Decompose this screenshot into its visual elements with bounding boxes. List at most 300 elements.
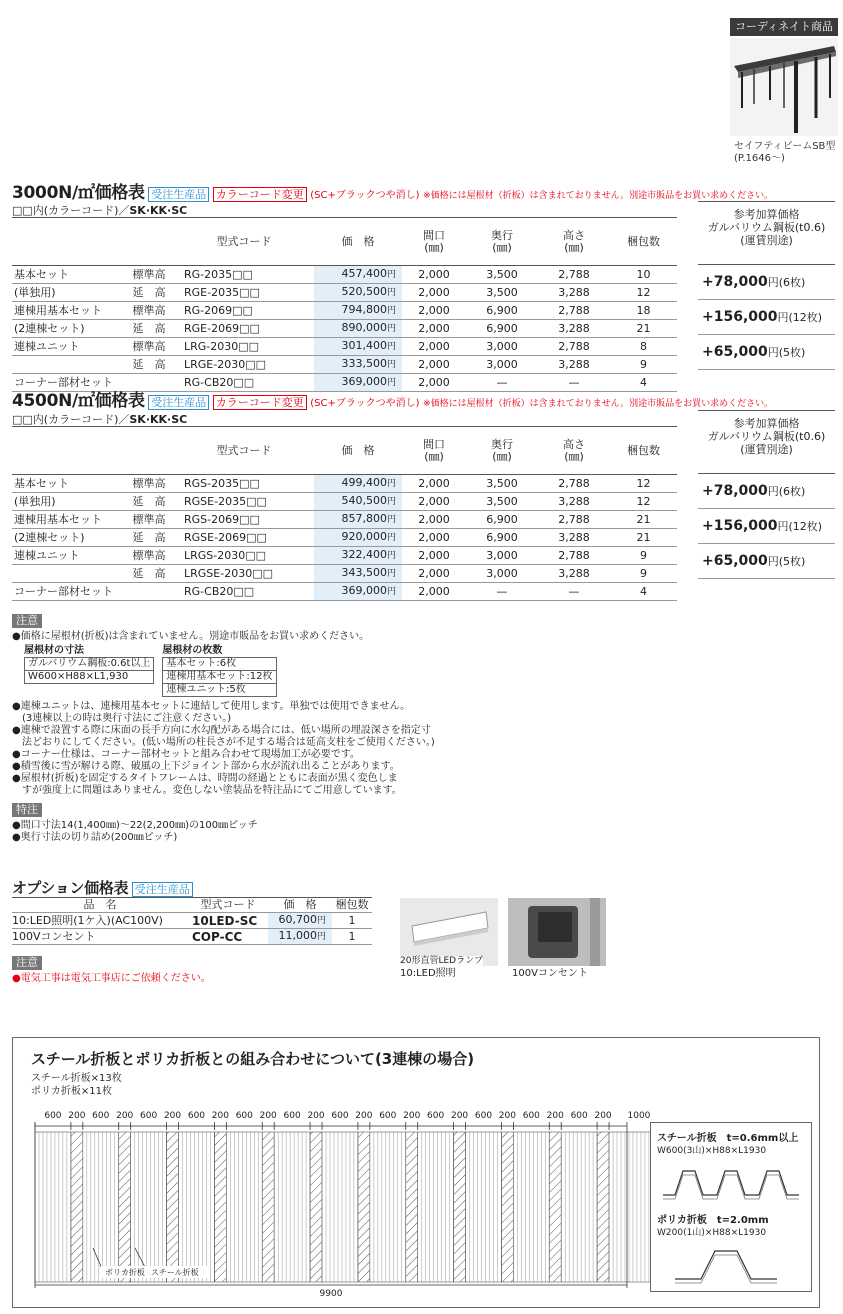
dimension-label: 200 <box>211 1111 229 1121</box>
poly-panel <box>501 1132 513 1282</box>
row-pack: 21 <box>610 320 677 338</box>
row-price <box>314 511 402 529</box>
dimension-label: 600 <box>331 1111 349 1121</box>
dimension-label: 600 <box>44 1111 62 1121</box>
row-height: 3,288 <box>538 356 610 374</box>
table-row <box>12 320 677 338</box>
t3000-col-width: 間口 (㎜) <box>402 218 466 266</box>
row-pack: 9 <box>610 356 677 374</box>
row-price <box>314 493 402 511</box>
price-value: 11,000 <box>278 929 317 942</box>
t4500-color-note: (SC+ブラックつや消し) <box>310 398 420 409</box>
t3000-side-title3: (運賃別途) <box>740 234 793 247</box>
t4500-col-pack: 梱包数 <box>610 427 677 475</box>
row-category: 連棟用基本セット <box>12 511 124 529</box>
poly-panel-label: ポリカ折板 <box>105 1268 145 1277</box>
row-height: 3,288 <box>538 529 610 547</box>
options-col-code: 型式コード <box>188 898 268 913</box>
t4500-header <box>12 386 773 411</box>
poly-spec-title: ポリカ折板 t=2.0mm <box>657 1215 769 1226</box>
steel-panel <box>226 1132 262 1282</box>
row-category: コーナー部材セット <box>12 583 174 601</box>
row-model-code: RG-2069□□ <box>174 302 314 320</box>
t4500-title: 4500N/㎡価格表 <box>12 391 145 411</box>
poly-panel <box>262 1132 274 1282</box>
table-row <box>12 475 677 493</box>
row-height: 2,788 <box>538 475 610 493</box>
yen-unit: 円 <box>386 288 396 298</box>
t3000-roof-note: ※価格には屋根材（折板）は含まれておりません。別途市販品をお買い求めください。 <box>423 191 774 201</box>
poly-panel <box>119 1132 131 1282</box>
row-height: — <box>538 583 610 601</box>
yen-unit: 円 <box>386 360 396 370</box>
led-light-image <box>400 898 498 966</box>
poly-panel <box>454 1132 466 1282</box>
row-depth: 6,900 <box>466 320 538 338</box>
row-grade: 延 高 <box>124 529 174 547</box>
row-grade: 標準高 <box>124 511 174 529</box>
row-depth: 3,500 <box>466 475 538 493</box>
t4500-subtitle-codes: SK·KK·SC <box>129 413 188 426</box>
row-model-code: RGS-2069□□ <box>174 511 314 529</box>
t3000-table-wrap <box>12 217 677 392</box>
row-price <box>314 547 402 565</box>
row-price <box>314 284 402 302</box>
roof-material-info <box>24 645 435 697</box>
yen-unit: 円 <box>386 378 396 388</box>
led-image-caption: 10:LED照明 <box>400 968 456 979</box>
row-pack: 21 <box>610 529 677 547</box>
combo-title: スチール折板とポリカ折板との組み合わせについて(3連棟の場合) <box>31 1050 475 1068</box>
roof-dim-title: 屋根材の寸法 <box>24 645 84 656</box>
dimension-label: 200 <box>450 1111 469 1121</box>
notes-line: ●コーナー仕様は、コーナー部材セットと組み合わせて現場加工が必要です。 <box>12 749 360 760</box>
row-model-code: RG-CB20□□ <box>174 374 314 392</box>
t3000-side <box>698 201 835 370</box>
combination-box <box>12 1037 820 1308</box>
row-height: 2,788 <box>538 338 610 356</box>
row-category: (単独用) <box>12 284 124 302</box>
row-category <box>12 565 124 583</box>
dimension-label: 600 <box>92 1111 110 1121</box>
steel-panel-label: スチール折板 <box>151 1268 199 1277</box>
row-height: — <box>538 374 610 392</box>
dimension-label: 600 <box>522 1111 540 1121</box>
row-grade: 標準高 <box>124 338 174 356</box>
dimension-label: 200 <box>68 1111 86 1121</box>
dimension-label: 200 <box>163 1111 182 1121</box>
poly-panel <box>597 1132 609 1282</box>
t3000-side-value: +78,000円(6枚) <box>698 265 835 300</box>
options-header <box>12 877 193 898</box>
notes-section <box>12 614 435 797</box>
table-row <box>12 284 677 302</box>
roof-count-title: 屋根材の枚数 <box>162 645 223 656</box>
notes-line: (3連棟以上の時は奥行寸法にご注意ください。) <box>12 713 232 724</box>
row-pack: 12 <box>610 475 677 493</box>
price-value: 343,500 <box>341 566 387 579</box>
row-width: 2,000 <box>402 475 466 493</box>
row-model-code: RGSE-2035□□ <box>174 493 314 511</box>
carport-illustration <box>730 38 838 136</box>
roof-count-block <box>162 645 276 697</box>
t3000-col-height: 高さ (㎜) <box>538 218 610 266</box>
steel-panel <box>274 1132 310 1282</box>
yen-unit: 円 <box>386 551 396 561</box>
row-price <box>314 266 402 284</box>
row-grade: 延 高 <box>124 493 174 511</box>
t4500-side-title2: ガルバリウム鋼板(t0.6) <box>707 430 826 443</box>
t3000-side-value: +65,000円(5枚) <box>698 335 835 370</box>
option-pack: 1 <box>332 913 372 929</box>
price-value: 457,400 <box>341 267 387 280</box>
dimension-label: 600 <box>187 1111 206 1121</box>
price-value: 890,000 <box>341 321 387 334</box>
row-height: 3,288 <box>538 565 610 583</box>
price-value: 920,000 <box>341 530 387 543</box>
row-depth: 6,900 <box>466 511 538 529</box>
row-pack: 9 <box>610 565 677 583</box>
t3000-subtitle <box>12 202 187 218</box>
row-height: 2,788 <box>538 511 610 529</box>
price-value: 369,000 <box>341 375 387 388</box>
outlet-illustration <box>508 898 606 966</box>
roof-dim-1: ガルバリウム鋼板:0.6t以上 <box>24 657 154 671</box>
steel-spec-title: スチール折板 t=0.6mm以上 <box>657 1133 799 1144</box>
yen-unit: 円 <box>386 342 396 352</box>
coordinate-caption <box>734 141 835 165</box>
table-row <box>12 511 677 529</box>
row-width: 2,000 <box>402 511 466 529</box>
row-width: 2,000 <box>402 374 466 392</box>
t3000-subtitle-prefix: □□内(カラーコード)／ <box>12 204 130 217</box>
row-category <box>12 356 124 374</box>
poly-panel <box>310 1132 322 1282</box>
options-col-name: 品 名 <box>12 898 188 913</box>
t3000-color-change-badge: カラーコード変更 <box>213 187 307 202</box>
options-title: オプション価格表 <box>12 879 129 897</box>
roof-count-3: 連棟ユニット:5枚 <box>162 684 276 697</box>
poly-panel <box>71 1132 83 1282</box>
row-grade: 延 高 <box>124 284 174 302</box>
notes-line: ●連棟ユニットは、連棟用基本セットに連結して使用します。単独では使用できません。 <box>12 701 411 712</box>
row-price <box>314 529 402 547</box>
row-depth: — <box>466 374 538 392</box>
roof-dim-block <box>24 645 154 697</box>
steel-panel <box>418 1132 454 1282</box>
row-width: 2,000 <box>402 338 466 356</box>
row-category: 基本セット <box>12 266 124 284</box>
dimension-label: 600 <box>570 1111 588 1121</box>
t4500-side-title3: (運賃別途) <box>740 443 793 456</box>
dimension-label: 1000 <box>627 1111 651 1121</box>
price-value: 369,000 <box>341 584 387 597</box>
row-price <box>314 302 402 320</box>
t4500-table-wrap <box>12 426 677 601</box>
notes-line: ●連棟で設置する際に床面の長手方向に水勾配がある場合には、低い場所の埋設深さを指定寸 <box>12 725 431 736</box>
price-value: 540,500 <box>341 494 387 507</box>
row-price <box>314 320 402 338</box>
outlet-image <box>508 898 606 966</box>
row-depth: 3,000 <box>466 338 538 356</box>
row-height: 3,288 <box>538 493 610 511</box>
poly-panel <box>358 1132 370 1282</box>
option-price <box>268 929 332 945</box>
coordinate-caption-name: セイフティビームSB型 <box>734 141 836 152</box>
yen-unit: 円 <box>316 916 326 926</box>
row-pack: 12 <box>610 493 677 511</box>
t3000-header <box>12 178 773 203</box>
table-row <box>12 547 677 565</box>
row-model-code: RGSE-2069□□ <box>174 529 314 547</box>
row-pack: 9 <box>610 547 677 565</box>
t4500-col-code: 型式コード <box>174 427 314 475</box>
dimension-label: 600 <box>235 1111 253 1121</box>
row-grade: 延 高 <box>124 565 174 583</box>
row-category: (単独用) <box>12 493 124 511</box>
row-category: (2連棟セット) <box>12 320 124 338</box>
yen-unit: 円 <box>386 306 396 316</box>
roof-count-2: 連棟用基本セット:12枚 <box>162 671 276 684</box>
poly-panel <box>167 1132 179 1282</box>
row-width: 2,000 <box>402 320 466 338</box>
dimension-label: 200 <box>259 1111 277 1121</box>
options-notice <box>12 956 211 985</box>
dimension-label: 600 <box>474 1111 493 1121</box>
row-price <box>314 356 402 374</box>
options-col-price: 価 格 <box>268 898 332 913</box>
option-name: 10:LED照明(1ケ入)(AC100V) <box>12 913 188 929</box>
steel-panel <box>179 1132 215 1282</box>
poly-profile-icon <box>671 1241 781 1285</box>
price-value: 520,500 <box>341 285 387 298</box>
steel-panel <box>513 1132 549 1282</box>
option-code: 10LED-SC <box>188 913 268 929</box>
special-section <box>12 803 258 844</box>
dimension-label: 200 <box>498 1111 516 1121</box>
t3000-col-pack: 梱包数 <box>610 218 677 266</box>
yen-unit: 円 <box>386 497 396 507</box>
option-name: 100Vコンセント <box>12 929 188 945</box>
row-depth: 6,900 <box>466 302 538 320</box>
special-label: 特注 <box>12 803 42 817</box>
t3000-side-value: +156,000円(12枚) <box>698 300 835 335</box>
row-category: 連棟用基本セット <box>12 302 124 320</box>
steel-spec-size: W600(3山)×H88×L1930 <box>657 1146 767 1156</box>
table-row <box>12 529 677 547</box>
row-model-code: RGS-2035□□ <box>174 475 314 493</box>
steel-panel <box>370 1132 406 1282</box>
notes-line: すが強度上に問題はありません。変色しない塗装品を特注品にてご用意しています。 <box>12 785 402 796</box>
poly-spec-size: W200(1山)×H88×L1930 <box>657 1228 767 1238</box>
t4500-side <box>698 410 835 579</box>
row-width: 2,000 <box>402 547 466 565</box>
row-category: 基本セット <box>12 475 124 493</box>
combo-line1: スチール折板×13枚 <box>31 1073 122 1084</box>
row-pack: 10 <box>610 266 677 284</box>
table-row <box>12 583 677 601</box>
roof-count-1: 基本セット:6枚 <box>162 657 276 671</box>
t4500-side-title1: 参考加算価格 <box>733 417 800 430</box>
row-depth: — <box>466 583 538 601</box>
options-notice-text: ●電気工事は電気工事店にご依頼ください。 <box>12 973 211 984</box>
row-model-code: LRGS-2030□□ <box>174 547 314 565</box>
t4500-subtitle-prefix: □□内(カラーコード)／ <box>12 413 130 426</box>
row-model-code: RG-CB20□□ <box>174 583 314 601</box>
row-width: 2,000 <box>402 302 466 320</box>
yen-unit: 円 <box>386 515 396 525</box>
yen-unit: 円 <box>386 533 396 543</box>
row-category: 連棟ユニット <box>12 338 124 356</box>
row-pack: 21 <box>610 511 677 529</box>
row-width: 2,000 <box>402 493 466 511</box>
roof-dim-2: W600×H88×L1,930 <box>24 671 154 684</box>
dimension-label: 200 <box>307 1111 325 1121</box>
yen-unit: 円 <box>386 569 396 579</box>
combo-spec-box <box>650 1122 812 1292</box>
table-row <box>12 266 677 284</box>
row-width: 2,000 <box>402 529 466 547</box>
row-price <box>314 583 402 601</box>
row-model-code: LRGE-2030□□ <box>174 356 314 374</box>
row-depth: 3,500 <box>466 493 538 511</box>
row-model-code: LRG-2030□□ <box>174 338 314 356</box>
dimension-label: 600 <box>140 1111 158 1121</box>
row-grade: 標準高 <box>124 547 174 565</box>
price-value: 333,500 <box>341 357 387 370</box>
total-dimension-label: 9900 <box>319 1289 343 1299</box>
steel-panel <box>466 1132 502 1282</box>
coordinate-tag: コーディネイト商品 <box>730 18 838 36</box>
row-pack: 4 <box>610 374 677 392</box>
table-row <box>12 302 677 320</box>
notes-intro: ●価格に屋根材(折板)は含まれていません。別途市販品をお買い求めください。 <box>12 631 370 642</box>
row-depth: 3,500 <box>466 266 538 284</box>
steel-panel <box>35 1132 71 1282</box>
row-model-code: LRGSE-2030□□ <box>174 565 314 583</box>
dimension-label: 600 <box>427 1111 445 1121</box>
row-model-code: RG-2035□□ <box>174 266 314 284</box>
steel-profile-icon <box>661 1161 801 1201</box>
row-pack: 12 <box>610 284 677 302</box>
notes-line: ●屋根材(折板)を固定するタイトフレームは、時間の経過とともに表面が黒く変色しま <box>12 773 398 784</box>
row-height: 2,788 <box>538 547 610 565</box>
notes-label: 注意 <box>12 614 42 628</box>
price-value: 794,800 <box>341 303 387 316</box>
dimension-label: 600 <box>379 1111 397 1121</box>
steel-panel <box>561 1132 597 1282</box>
yen-unit: 円 <box>386 479 396 489</box>
row-grade: 標準高 <box>124 302 174 320</box>
price-value: 322,400 <box>341 548 387 561</box>
dimension-label: 200 <box>546 1111 564 1121</box>
t3000-col-depth: 奥行 (㎜) <box>466 218 538 266</box>
yen-unit: 円 <box>386 587 396 597</box>
yen-unit: 円 <box>386 324 396 334</box>
dimension-label: 200 <box>403 1111 421 1121</box>
t3000-col-price: 価 格 <box>314 218 402 266</box>
t3000-color-note: (SC+ブラックつや消し) <box>310 190 420 201</box>
row-depth: 3,000 <box>466 565 538 583</box>
t4500-side-value: +156,000円(12枚) <box>698 509 835 544</box>
table-row <box>12 356 677 374</box>
price-value: 499,400 <box>341 476 387 489</box>
combo-diagram <box>31 1108 651 1299</box>
t3000-title: 3000N/㎡価格表 <box>12 183 145 203</box>
coordinate-product-image <box>730 38 838 136</box>
row-price <box>314 565 402 583</box>
dimension-label: 200 <box>355 1111 373 1121</box>
t3000-made-to-order-badge: 受注生産品 <box>148 187 209 202</box>
row-pack: 18 <box>610 302 677 320</box>
option-price <box>268 913 332 929</box>
t4500-roof-note: ※価格には屋根材（折板）は含まれておりません。別途市販品をお買い求めください。 <box>423 399 774 409</box>
row-width: 2,000 <box>402 565 466 583</box>
price-value: 60,700 <box>278 913 317 926</box>
row-price <box>314 475 402 493</box>
t4500-col-width: 間口 (㎜) <box>402 427 466 475</box>
options-header-row <box>12 898 372 913</box>
dimension-label: 600 <box>283 1111 301 1121</box>
special-line: ●間口寸法14(1,400㎜)〜22(2,200㎜)の100㎜ピッチ <box>12 820 258 831</box>
t4500-col-price: 価 格 <box>314 427 402 475</box>
steel-panel <box>322 1132 358 1282</box>
row-model-code: RGE-2069□□ <box>174 320 314 338</box>
t4500-col-height: 高さ (㎜) <box>538 427 610 475</box>
t4500-side-header <box>698 410 835 474</box>
table-row <box>12 929 372 945</box>
options-table-wrap <box>12 897 372 945</box>
table-row <box>12 913 372 929</box>
row-depth: 3,500 <box>466 284 538 302</box>
row-depth: 3,000 <box>466 356 538 374</box>
poly-panel <box>549 1132 561 1282</box>
options-price-table <box>12 897 372 945</box>
t4500-side-value: +65,000円(5枚) <box>698 544 835 579</box>
t3000-side-title1: 参考加算価格 <box>733 208 800 221</box>
options-col-pack: 梱包数 <box>332 898 372 913</box>
t3000-side-header <box>698 201 835 265</box>
row-width: 2,000 <box>402 583 466 601</box>
row-height: 3,288 <box>538 284 610 302</box>
notes-lines <box>12 701 435 797</box>
row-width: 2,000 <box>402 284 466 302</box>
row-category: (2連棟セット) <box>12 529 124 547</box>
price-value: 301,400 <box>341 339 387 352</box>
options-badge: 受注生産品 <box>132 882 193 897</box>
row-model-code: RGE-2035□□ <box>174 284 314 302</box>
poly-panel <box>406 1132 418 1282</box>
row-grade: 延 高 <box>124 356 174 374</box>
t3000-col-code: 型式コード <box>174 218 314 266</box>
t3000-header-row <box>12 218 677 266</box>
dimension-label: 200 <box>116 1111 134 1121</box>
row-width: 2,000 <box>402 266 466 284</box>
steel-panel <box>131 1132 167 1282</box>
table-row <box>12 493 677 511</box>
table-row <box>12 338 677 356</box>
row-price <box>314 338 402 356</box>
option-pack: 1 <box>332 929 372 945</box>
row-height: 2,788 <box>538 266 610 284</box>
yen-unit: 円 <box>386 270 396 280</box>
row-grade: 標準高 <box>124 266 174 284</box>
row-category: 連棟ユニット <box>12 547 124 565</box>
t4500-col-depth: 奥行 (㎜) <box>466 427 538 475</box>
row-height: 3,288 <box>538 320 610 338</box>
poly-panel <box>214 1132 226 1282</box>
steel-panel <box>83 1132 119 1282</box>
